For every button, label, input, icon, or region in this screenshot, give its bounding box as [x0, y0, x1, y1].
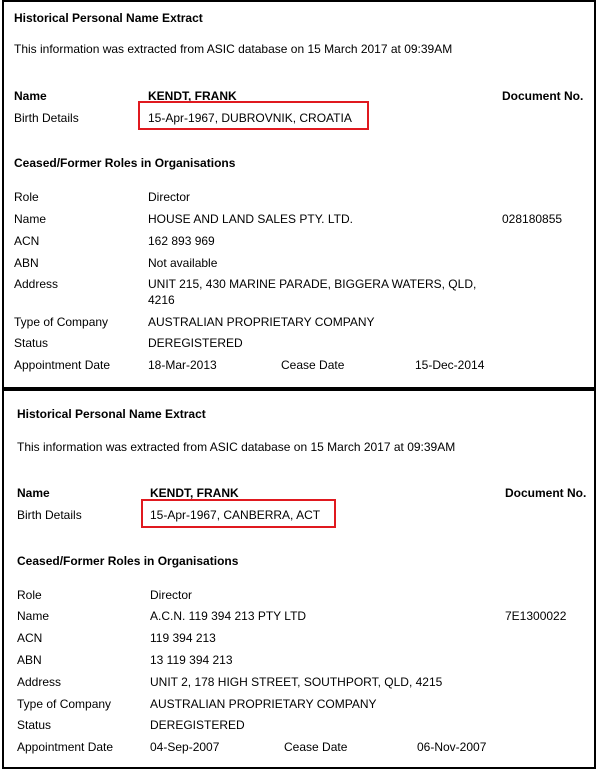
- company-type-label: Type of Company: [17, 697, 112, 711]
- birth-details-label: Birth Details: [17, 508, 82, 522]
- appointment-date-label: Appointment Date: [17, 740, 114, 754]
- company-type-value: AUSTRALIAN PROPRIETARY COMPANY: [148, 315, 375, 329]
- appointment-date-value: 18-Mar-2013: [148, 358, 217, 372]
- abn-label: ABN: [14, 256, 39, 270]
- appointment-date-value: 04-Sep-2007: [150, 740, 220, 754]
- name-label: Name: [14, 89, 47, 103]
- cease-date-label: Cease Date: [281, 358, 345, 372]
- person-name: KENDT, FRANK: [150, 486, 239, 500]
- status-label: Status: [14, 336, 49, 350]
- extract-panel-1: [2, 0, 596, 389]
- extract-title: Historical Personal Name Extract: [14, 11, 203, 25]
- cease-date-value: 06-Nov-2007: [417, 740, 487, 754]
- acn-label: ACN: [14, 234, 40, 248]
- cease-date-value: 15-Dec-2014: [415, 358, 485, 372]
- section-heading: Ceased/Former Roles in Organisations: [14, 156, 236, 170]
- org-name-value: HOUSE AND LAND SALES PTY. LTD.: [148, 212, 353, 226]
- section-heading: Ceased/Former Roles in Organisations: [17, 554, 239, 568]
- org-name-label: Name: [14, 212, 47, 226]
- acn-value: 162 893 969: [148, 234, 215, 248]
- document-no-label: Document No.: [505, 486, 587, 500]
- document-no-value: 028180855: [502, 212, 563, 226]
- birth-details-value: 15-Apr-1967, CANBERRA, ACT: [150, 508, 321, 522]
- abn-value: Not available: [148, 256, 218, 270]
- company-type-label: Type of Company: [14, 315, 109, 329]
- address-label: Address: [17, 675, 62, 689]
- role-label: Role: [17, 588, 42, 602]
- birth-details-label: Birth Details: [14, 111, 79, 125]
- role-value: Director: [148, 190, 191, 204]
- address-label: Address: [14, 277, 59, 291]
- address-line-1: UNIT 215, 430 MARINE PARADE, BIGGERA WATERS, QLD,: [148, 277, 477, 291]
- acn-label: ACN: [17, 631, 43, 645]
- extract-panel-2: [2, 389, 596, 769]
- abn-label: ABN: [17, 653, 42, 667]
- role-value: Director: [150, 588, 193, 602]
- extract-info: This information was extracted from ASIC database on 15 March 2017 at 09:39AM: [14, 42, 453, 56]
- document-no-label: Document No.: [502, 89, 584, 103]
- birth-details-value: 15-Apr-1967, DUBROVNIK, CROATIA: [148, 111, 352, 125]
- extract-info: This information was extracted from ASIC database on 15 March 2017 at 09:39AM: [17, 440, 456, 454]
- company-type-value: AUSTRALIAN PROPRIETARY COMPANY: [150, 697, 377, 711]
- appointment-date-label: Appointment Date: [14, 358, 111, 372]
- extract-title: Historical Personal Name Extract: [17, 407, 206, 421]
- address-line-2: 4216: [148, 293, 175, 307]
- status-label: Status: [17, 718, 52, 732]
- status-value: DEREGISTERED: [150, 718, 245, 732]
- name-label: Name: [17, 486, 50, 500]
- acn-value: 119 394 213: [150, 631, 216, 645]
- org-name-value: A.C.N. 119 394 213 PTY LTD: [150, 609, 307, 623]
- address-line-1: UNIT 2, 178 HIGH STREET, SOUTHPORT, QLD, 4215: [150, 675, 443, 689]
- role-label: Role: [14, 190, 39, 204]
- abn-value: 13 119 394 213: [150, 653, 233, 667]
- cease-date-label: Cease Date: [284, 740, 348, 754]
- status-value: DEREGISTERED: [148, 336, 243, 350]
- document-no-value: 7E1300022: [505, 609, 567, 623]
- org-name-label: Name: [17, 609, 50, 623]
- person-name: KENDT, FRANK: [148, 89, 237, 103]
